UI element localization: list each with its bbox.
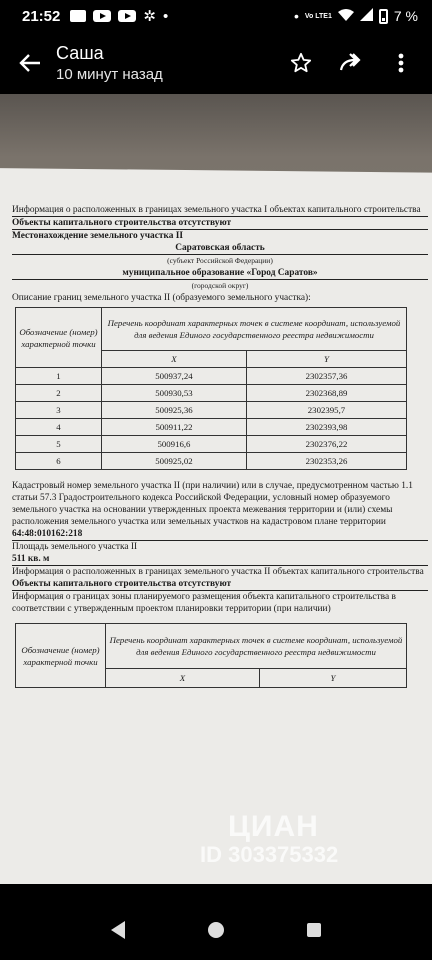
volte-icon: Vo LTE1: [304, 12, 332, 20]
y-value: 2302393,98: [246, 419, 406, 436]
area-value: 511 кв. м: [12, 553, 428, 566]
municipality-name: муниципальное образование «Город Саратов»: [12, 267, 428, 280]
table-row: [16, 385, 407, 402]
info-objects-1: Информация о расположенных в границах земельного участка I объектах капитального строительства: [12, 204, 428, 217]
x-value: 500937,24: [102, 368, 247, 385]
y-value: 2302395,7: [246, 402, 406, 419]
battery-percent: 7 %: [393, 8, 418, 24]
borders-heading: Описание границ земельного участка II (образуемого земельного участка):: [12, 293, 311, 303]
area-label: Площадь земельного участка II: [12, 542, 138, 552]
table-row: [16, 453, 407, 470]
col-y-header: Y: [259, 668, 406, 687]
star-button[interactable]: [276, 38, 326, 88]
x-value: 500916,6: [102, 436, 247, 453]
col-y-header: Y: [246, 350, 406, 367]
app-bar-actions: [276, 38, 426, 88]
back-button[interactable]: [4, 37, 56, 89]
sent-time: 10 минут назад: [56, 66, 163, 83]
x-value: 500925,36: [102, 402, 247, 419]
zone-coordinates-table: [15, 623, 407, 688]
point-number: 2: [16, 385, 102, 402]
col-coords-header: Перечень координат характерных точек в системе координат, используемой для ведения Единого государственного реестра недвижимости: [106, 624, 407, 669]
gallery-icon: [70, 10, 86, 22]
point-number: 6: [16, 453, 102, 470]
x-value: 500930,53: [102, 385, 247, 402]
x-value: 500911,22: [102, 419, 247, 436]
point-number: 3: [16, 402, 102, 419]
region-note: (субъект Российской Федерации): [167, 256, 273, 265]
table-row: [16, 402, 407, 419]
notification-icons: [70, 7, 168, 25]
y-value: 2302376,22: [246, 436, 406, 453]
sender-name: Саша: [56, 43, 104, 63]
app-bar: [0, 32, 432, 94]
youtube-icon: [118, 10, 136, 22]
more-vert-icon: [398, 53, 404, 73]
status-time: 21:52: [22, 7, 61, 25]
municipality-note: (городской округ): [191, 281, 249, 290]
no-objects-2: Объекты капитального строительства отсутствуют: [12, 578, 428, 591]
table-row: [16, 419, 407, 436]
col-coords-header: Перечень координат характерных точек в системе координат, используемой для ведения Единого государственного реестра недвижимости: [102, 308, 407, 351]
cian-watermark: [200, 810, 338, 868]
sender-info: [56, 43, 163, 83]
battery-icon: [379, 9, 388, 24]
photo-viewer[interactable]: [0, 94, 432, 884]
y-value: 2302368,89: [246, 385, 406, 402]
y-value: 2302357,36: [246, 368, 406, 385]
coordinates-table: [15, 307, 407, 470]
table-row: [16, 368, 407, 385]
wifi-icon: [338, 8, 354, 24]
info-objects-2: Информация о расположенных в границах земельного участка II объектах капитального строительства: [12, 567, 424, 577]
col-x-header: X: [102, 350, 247, 367]
x-value: 500925,02: [102, 453, 247, 470]
location-heading: Местонахождение земельного участка II: [12, 231, 184, 241]
y-value: 2302353,26: [246, 453, 406, 470]
star-icon: [290, 52, 312, 74]
cadastral-text: Кадастровый номер земельного участка II (при наличии) или в случае, предусмотренном частью 1.1 статьи 57.3 Градостроительного кодекса Российской Федерации, условный номер образуемого земельного участка на основании утвержденных проекта межевания территории и (или) схемы расположения земельного участка или земельных участков на кадастровом плане территории: [12, 481, 413, 527]
nav-recents-icon[interactable]: [307, 923, 321, 937]
more-options-button[interactable]: [376, 38, 426, 88]
pinwheel-icon: ✲: [143, 8, 156, 25]
signal-icon: [360, 8, 373, 24]
navigation-bar: [0, 900, 432, 960]
cadastral-number: 64:48:010162:218: [12, 528, 428, 541]
point-number: 4: [16, 419, 102, 436]
nav-home-icon[interactable]: [208, 922, 224, 938]
watermark-id: ID 303375332: [200, 842, 339, 867]
status-bar: [0, 0, 432, 32]
location-dot-icon: •: [294, 8, 299, 24]
point-number: 5: [16, 436, 102, 453]
dot-icon: •: [162, 7, 169, 25]
forward-icon: [339, 53, 363, 73]
zone-info: Информация о границах зоны планируемого размещения объекта капитального строительства в соответствии с утвержденным проектом планировки территории (при наличии): [12, 592, 396, 614]
document-content: [12, 204, 428, 688]
col-point-header: Обозначение (номер) характерной точки: [16, 624, 106, 688]
arrow-left-icon: [19, 54, 41, 72]
youtube-icon: [93, 10, 111, 22]
col-x-header: X: [106, 668, 260, 687]
forward-button[interactable]: [326, 38, 376, 88]
watermark-logo: ЦИАН: [228, 810, 319, 843]
col-point-header: Обозначение (номер) характерной точки: [16, 308, 102, 368]
table-row: [16, 436, 407, 453]
nav-back-icon[interactable]: [111, 921, 125, 939]
point-number: 1: [16, 368, 102, 385]
region-name: Саратовская область: [12, 242, 428, 255]
no-objects-1: Объекты капитального строительства отсутствуют: [12, 217, 428, 230]
system-status: [294, 8, 418, 24]
